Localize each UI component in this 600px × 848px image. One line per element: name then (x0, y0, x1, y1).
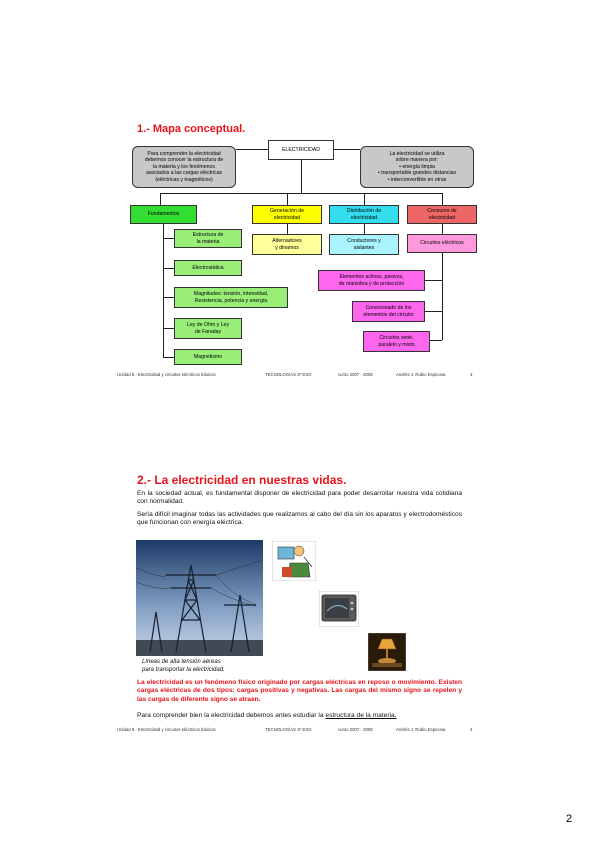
footer-year: curso 2007 - 2008 (338, 372, 373, 377)
last-paragraph-text: Para comprender bien la electricidad debemos antes estudiar la (137, 712, 326, 719)
appliances-clipart (272, 541, 316, 581)
node-alternadores: Alternadores y dinamos (252, 234, 322, 255)
node-magnitudes: Magnitudes: tensión, intensidad, Resistencia, potencia y energía (174, 287, 288, 308)
connector (160, 193, 161, 205)
footer-page: 4 (470, 727, 473, 732)
node-estructura-materia: Estructura de la materia (174, 229, 242, 248)
estructura-materia-link[interactable]: estructura de la materia. (325, 712, 397, 719)
paragraph-2: Sería difícil imaginar todas las actividades que realizamos al cabo del día sin los aparatos y electrodomésticos que funcionan con energía eléctrica. (137, 511, 462, 527)
connector (334, 149, 360, 150)
connector (425, 280, 442, 281)
node-elementos: Elementos activos, pasivos, de maniobra y de protección (318, 270, 425, 291)
photo-caption: Líneas de alta tensión aéreas para transportar la electricidad. (142, 659, 225, 673)
node-generacion: Generación de electricidad (252, 205, 322, 224)
section-heading-2: 2.- La electricidad en nuestras vidas. (137, 473, 347, 487)
connector (160, 193, 443, 194)
power-lines-photo (136, 540, 263, 656)
connector (442, 253, 443, 340)
footer-unit: Unidad 9.- Electricidad y circuitos eléctricos básicos (117, 372, 216, 377)
footer-course: TECNOLOGÍAS 3º ESO (265, 727, 312, 732)
node-ley-ohm: Ley de Ohm y Ley de Faraday (174, 318, 242, 339)
connector (364, 224, 365, 234)
footer-page: 3 (470, 372, 473, 377)
lamp-clipart (368, 633, 406, 671)
connector (287, 224, 288, 234)
connector (163, 268, 174, 269)
connector (430, 340, 442, 341)
footer-year: curso 2007 - 2008 (338, 727, 373, 732)
connector (163, 357, 174, 358)
node-conexionado: Conexionado de los elementos del circuito (352, 301, 425, 322)
section-heading-1: 1.- Mapa conceptual. (137, 123, 246, 135)
node-fundamentos: Fundamentos (130, 205, 197, 224)
connector (287, 193, 288, 205)
connector (301, 160, 302, 193)
red-definition-paragraph: La electricidad es un fenómeno físico originado por cargas eléctricas en reposo o movimiento. Existen cargas eléctricas de dos tipos: cargas positivas y negativas. Las cargas del mismo signo se repelen y las cargas de diferente signo se atraen. (137, 679, 462, 703)
connector (163, 238, 174, 239)
concept-center-node: ELECTRICIDAD (268, 140, 334, 160)
node-conductores: Conductores y aislantes (329, 234, 399, 255)
footer-unit: Unidad 9.- Electricidad y circuitos eléctricos básicos (117, 727, 216, 732)
concept-note-left: Para comprender la electricidad debemos conocer la estructura de la materia y los fenómenos asociados a las cargas eléctricas (eléctricas y magnéticos) (132, 146, 236, 188)
connector (163, 224, 164, 358)
node-consumo: Consumo de electricidad (407, 205, 477, 224)
page-number: 2 (566, 813, 573, 825)
connector (442, 193, 443, 205)
node-circuitos-serie: Circuitos serie, paralelo y mixto (363, 331, 430, 352)
connector (163, 297, 174, 298)
connector (364, 193, 365, 205)
connector (442, 224, 443, 234)
node-circuitos: Circuitos eléctricos (407, 234, 477, 253)
node-distribucion: Distribución de electricidad (329, 205, 399, 224)
last-paragraph (137, 712, 467, 720)
footer-author: Andrés J. Rubio Espinosa (396, 372, 446, 377)
node-magnetismo: Magnetismo (174, 349, 242, 365)
footer-course: TECNOLOGÍAS 3º ESO (265, 372, 312, 377)
node-electrostatica: Electrostática (174, 260, 242, 276)
connector (425, 311, 442, 312)
connector (236, 149, 268, 150)
concept-note-right: La electricidad se utiliza sobre manera por: • energía limpia • transportable grandes distancias • interconvertible en otras (360, 146, 474, 188)
paragraph-1: En la sociedad actual, es fundamental disponer de electricidad para poder desarrollar nuestra vida cotidiana con normalidad. (137, 490, 462, 506)
television-clipart (319, 591, 359, 627)
connector (163, 328, 174, 329)
footer-author: Andrés J. Rubio Espinosa (396, 727, 446, 732)
